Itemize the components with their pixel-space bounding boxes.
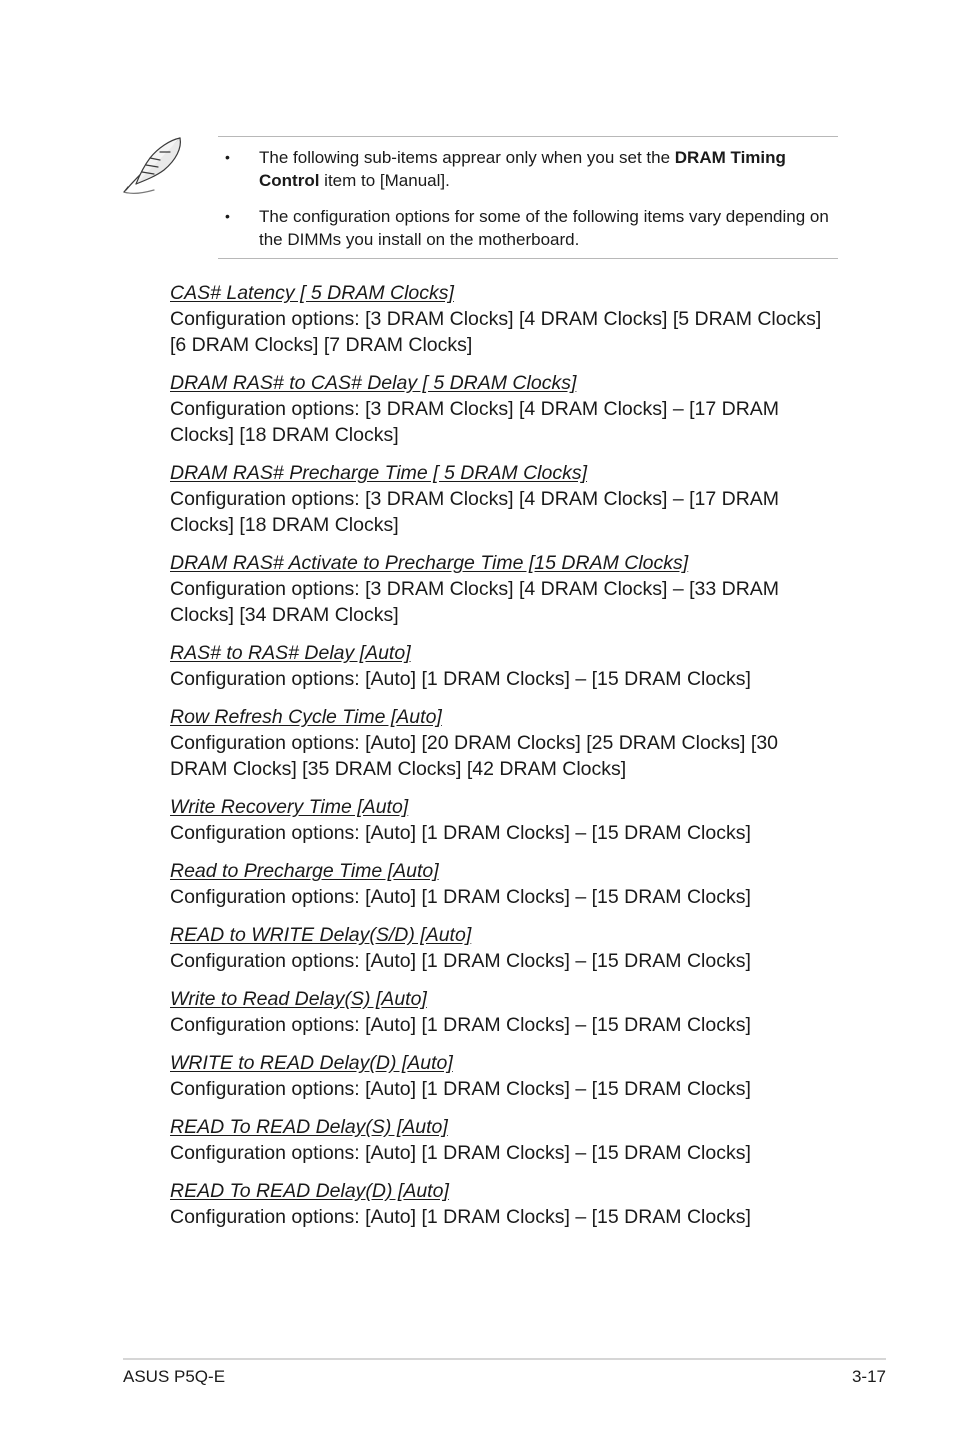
item-options: Configuration options: [3 DRAM Clocks] [4 DRAM Clocks] – [17 DRAM Clocks] [18 DRAM Clocks] [170,398,780,446]
note-text [259,146,834,192]
item-title: RAS# to RAS# Delay [Auto] [170,642,411,664]
item-title: Write to Read Delay(S) [Auto] [170,988,427,1010]
item-title: READ To READ Delay(S) [Auto] [170,1116,448,1138]
item-options: Configuration options: [3 DRAM Clocks] [4 DRAM Clocks] – [33 DRAM Clocks] [34 DRAM Clocks] [170,578,780,626]
item-options: Configuration options: [Auto] [1 DRAM Clocks] – [15 DRAM Clocks] [170,668,751,690]
list-item [170,1114,850,1166]
footer-divider [123,1358,886,1360]
note-text-bold: DRAM Timing Control [259,148,786,190]
item-title: Read to Precharge Time [Auto] [170,860,439,882]
item-options: Configuration options: [Auto] [1 DRAM Clocks] – [15 DRAM Clocks] [170,950,751,972]
list-item [170,280,850,358]
item-title: Write Recovery Time [Auto] [170,796,409,818]
note-text: The configuration options for some of the following items vary depending on the DIMMs you install on the motherboard. [259,207,829,249]
item-title: CAS# Latency [ 5 DRAM Clocks] [170,282,454,304]
item-options: Configuration options: [Auto] [1 DRAM Clocks] – [15 DRAM Clocks] [170,1142,751,1164]
item-options: Configuration options: [3 DRAM Clocks] [4 DRAM Clocks] – [17 DRAM Clocks] [18 DRAM Clocks] [170,488,780,536]
item-title: READ to WRITE Delay(S/D) [Auto] [170,924,472,946]
item-options: Configuration options: [Auto] [1 DRAM Clocks] – [15 DRAM Clocks] [170,822,751,844]
item-options: Configuration options: [3 DRAM Clocks] [4 DRAM Clocks] [5 DRAM Clocks] [6 DRAM Clocks] [7 DRAM Clocks] [170,308,822,356]
list-item [170,370,850,448]
item-options: Configuration options: [Auto] [1 DRAM Clocks] – [15 DRAM Clocks] [170,886,751,908]
item-title: DRAM RAS# Activate to Precharge Time [15 DRAM Clocks] [170,552,689,574]
footer-page-number: 3-17 [851,1367,886,1386]
item-options: Configuration options: [Auto] [20 DRAM Clocks] [25 DRAM Clocks] [30 DRAM Clocks] [35 DRAM Clocks] [42 DRAM Clocks] [170,732,779,780]
note-text-before: The following sub-items apprear only when you set the [259,148,675,167]
settings-list [170,280,850,1242]
list-item [170,858,850,910]
footer-product-name: ASUS P5Q-E [123,1367,226,1386]
item-title: Row Refresh Cycle Time [Auto] [170,706,442,728]
note-block [218,136,838,259]
list-item [170,704,850,782]
list-item [170,550,850,628]
list-item [170,640,850,692]
note-text-after: item to [Manual]. [319,171,450,190]
item-options: Configuration options: [Auto] [1 DRAM Clocks] – [15 DRAM Clocks] [170,1206,751,1228]
list-item [170,460,850,538]
item-title: DRAM RAS# to CAS# Delay [ 5 DRAM Clocks] [170,372,577,394]
bullet: • [225,208,230,224]
bullet: • [225,149,230,165]
list-item [170,986,850,1038]
item-options: Configuration options: [Auto] [1 DRAM Clocks] – [15 DRAM Clocks] [170,1078,751,1100]
list-item [170,794,850,846]
list-item [170,1178,850,1230]
feather-pen-icon [120,134,186,196]
item-options: Configuration options: [Auto] [1 DRAM Clocks] – [15 DRAM Clocks] [170,1014,751,1036]
list-item [170,922,850,974]
list-item [170,1050,850,1102]
item-title: READ To READ Delay(D) [Auto] [170,1180,449,1202]
item-title: WRITE to READ Delay(D) [Auto] [170,1052,453,1074]
item-title: DRAM RAS# Precharge Time [ 5 DRAM Clocks] [170,462,588,484]
